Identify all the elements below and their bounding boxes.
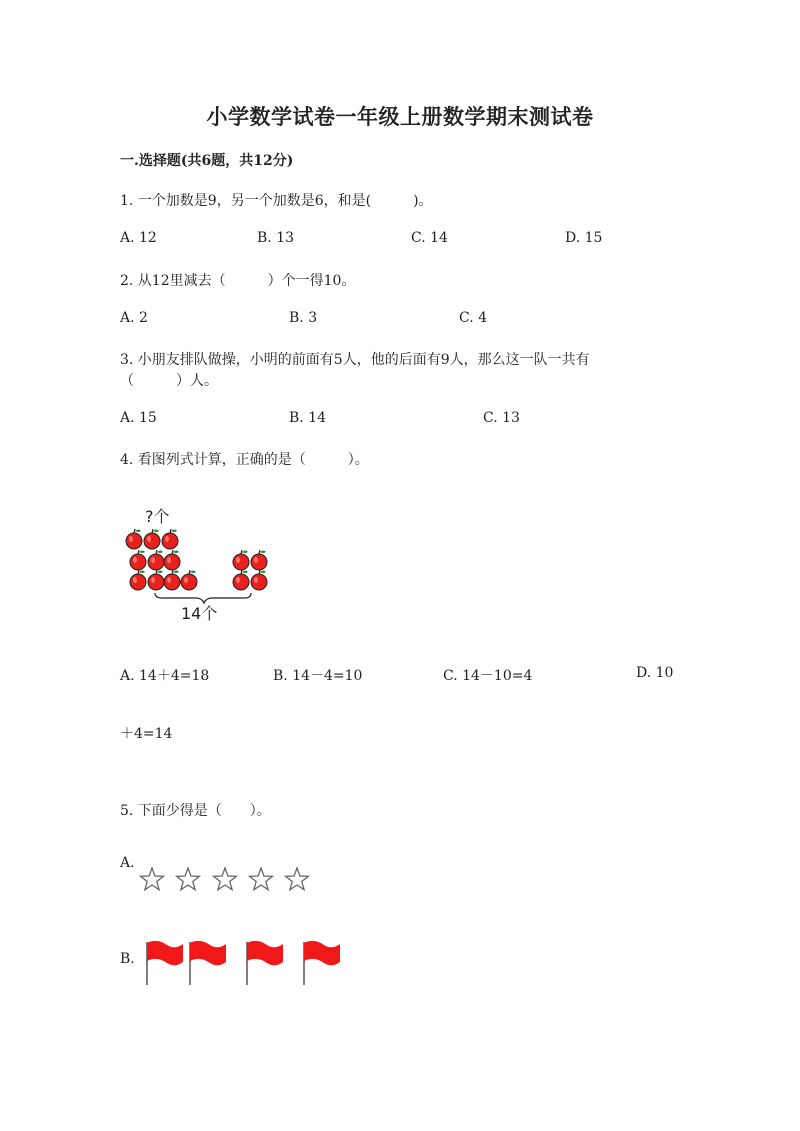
red-flag-icon <box>147 941 183 985</box>
q2-option-a[interactable]: A. 2 <box>120 310 148 326</box>
section-heading: 一.选择题(共6题，共12分) <box>120 153 294 169</box>
q4-option-c[interactable]: C. 14－10=4 <box>443 668 533 684</box>
figure-bottom-label: 14个 <box>181 604 218 623</box>
question-4-text: 4. 看图列式计算，正确的是（ ）。 <box>120 452 369 468</box>
q4-option-b[interactable]: B. 14－4=10 <box>273 668 363 684</box>
q3-option-a[interactable]: A. 15 <box>120 410 157 426</box>
figure-top-label: ?个 <box>145 507 170 526</box>
q4-option-d-wrap: ＋4=14 <box>120 726 173 742</box>
q5-option-b[interactable]: B. <box>120 951 135 967</box>
red-flag-icon <box>247 941 283 985</box>
red-flag-icon <box>304 941 340 985</box>
q2-option-b[interactable]: B. 3 <box>289 310 318 326</box>
question-1-text: 1. 一个加数是9，另一个加数是6，和是( )。 <box>120 193 433 209</box>
q2-option-c[interactable]: C. 4 <box>459 310 488 326</box>
red-flag-icon <box>190 941 226 985</box>
q5-option-a[interactable]: A. <box>120 855 135 871</box>
q1-option-b[interactable]: B. 13 <box>257 230 295 246</box>
question-3-text-line2: （ ）人。 <box>120 373 218 389</box>
page-title: 小学数学试卷一年级上册数学期末测试卷 <box>206 104 594 129</box>
question-2-text: 2. 从12里减去（ ）个一得10。 <box>120 273 356 289</box>
q4-option-d[interactable]: D. 10 <box>636 665 674 681</box>
q1-option-c[interactable]: C. 14 <box>411 230 448 246</box>
question-5-text: 5. 下面少得是（ ）。 <box>120 803 271 819</box>
q1-option-a[interactable]: A. 12 <box>120 230 157 246</box>
q3-option-c[interactable]: C. 13 <box>483 410 520 426</box>
q1-option-d[interactable]: D. 15 <box>565 230 603 246</box>
q3-option-b[interactable]: B. 14 <box>289 410 327 426</box>
q4-option-a[interactable]: A. 14＋4=18 <box>120 668 210 684</box>
question-3-text-line1: 3. 小朋友排队做操，小明的前面有5人，他的后面有9人，那么这一队一共有 <box>120 352 590 368</box>
